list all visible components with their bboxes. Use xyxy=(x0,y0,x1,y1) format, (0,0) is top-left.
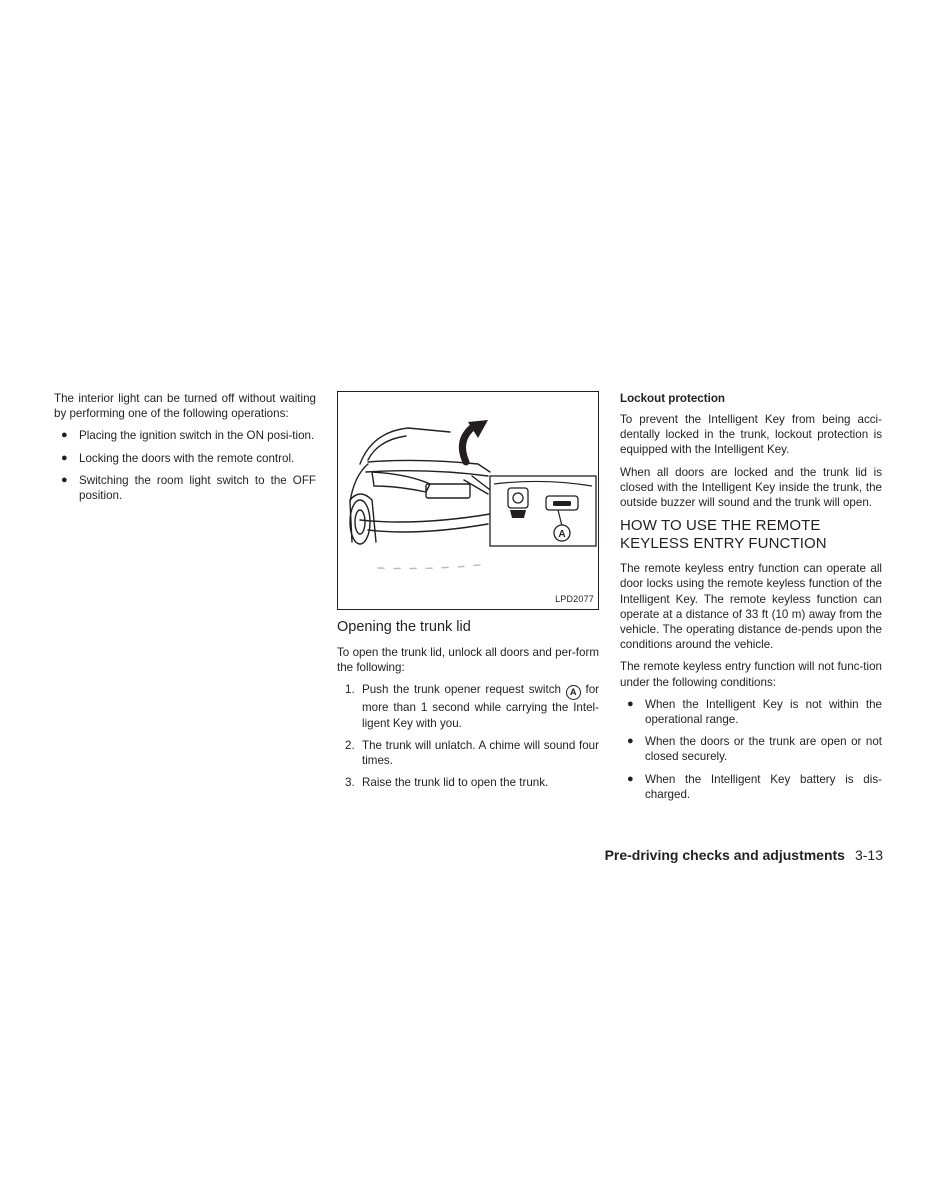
left-column xyxy=(54,391,316,510)
car-trunk-illustration xyxy=(338,392,598,609)
trunk-heading: Opening the trunk lid xyxy=(337,619,471,635)
middle-column xyxy=(337,391,599,797)
list-item: ● Locking the doors with the remote control. xyxy=(61,451,295,465)
list-item: ● When the doors or the trunk are open or not closed securely. xyxy=(627,735,882,764)
callout-label: A xyxy=(558,529,566,540)
remote-keyless-paragraph-1: The remote keyless entry function can operate all door locks using the remote keyless function of the Intelligent Key. The remote keyless function can operate at a distance of 33 ft (10 m) away from the vehicle. The operating distance de-pends upon the conditions around the vehicle. xyxy=(620,562,882,652)
list-item: 3. Raise the trunk lid to open the trunk. xyxy=(345,776,549,790)
page-number: 3-13 xyxy=(854,847,883,863)
remote-keyless-heading: HOW TO USE THE REMOTE KEYLESS ENTRY FUNCTION xyxy=(620,517,827,553)
figure-code: LPD2077 xyxy=(555,593,594,604)
list-item: ● When the Intelligent Key battery is dis-charged. xyxy=(627,772,882,801)
right-column xyxy=(620,391,882,809)
trunk-intro: To open the trunk lid, unlock all doors and per-form the following: xyxy=(337,646,599,675)
bullet-icon: ● xyxy=(61,451,68,464)
list-item: ● Placing the ignition switch in the ON posi-tion. xyxy=(61,429,315,443)
trunk-illustration xyxy=(337,391,599,610)
list-item: 2. The trunk will unlatch. A chime will sound four times. xyxy=(345,738,599,768)
page-footer xyxy=(605,847,883,863)
footer-section-title: Pre-driving checks and adjustments xyxy=(604,847,845,863)
remote-keyless-conditions xyxy=(620,697,882,802)
bullet-icon: ● xyxy=(627,772,634,785)
lockout-heading: Lockout protection xyxy=(620,392,725,405)
bullet-icon: ● xyxy=(61,429,68,442)
bullet-icon: ● xyxy=(627,697,634,710)
lockout-paragraph-2: When all doors are locked and the trunk lid is closed with the Intelligent Key inside the trunk, the outside buzzer will sound and the trunk will open. xyxy=(620,465,882,510)
bullet-icon: ● xyxy=(627,735,634,748)
interior-light-intro: The interior light can be turned off without waiting by performing one of the following operations: xyxy=(54,392,316,421)
trunk-steps xyxy=(337,682,599,790)
lockout-paragraph-1: To prevent the Intelligent Key from being acci-dentally locked in the trunk, lockout protection is equipped with the Intelligent Key. xyxy=(620,413,882,457)
bullet-icon: ● xyxy=(61,473,68,486)
list-item: 1. Push the trunk opener request switch A for more than 1 second while carrying the Intel-ligent Key with you. xyxy=(345,683,600,730)
callout-a-icon: A xyxy=(566,685,581,700)
remote-keyless-paragraph-2: The remote keyless entry function will not func-tion under the following conditions: xyxy=(620,660,882,689)
interior-light-options xyxy=(54,428,316,503)
switch-detail-inset xyxy=(490,476,596,546)
list-item: ● Switching the room light switch to the OFF position. xyxy=(61,473,316,503)
list-item: ● When the Intelligent Key is not within the operational range. xyxy=(627,697,882,727)
